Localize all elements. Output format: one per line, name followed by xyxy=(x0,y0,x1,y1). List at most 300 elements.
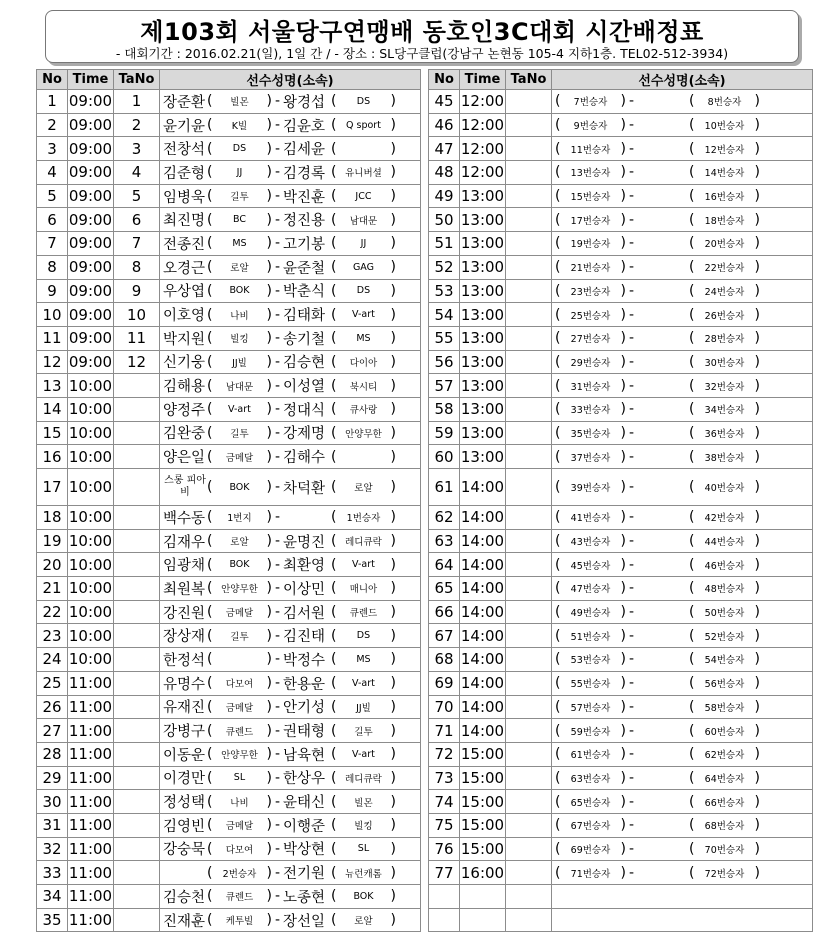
match-line xyxy=(555,794,812,810)
player2-club: 뉴런캐롬 xyxy=(345,868,382,880)
cell-tano xyxy=(114,374,160,398)
match-line xyxy=(163,578,420,599)
cell-match xyxy=(552,742,813,766)
vs-dash: - xyxy=(274,698,280,715)
player1-club: MS xyxy=(232,237,247,249)
cell-match xyxy=(160,255,421,279)
paren: ) xyxy=(754,140,760,157)
player2-club: 42번승자 xyxy=(704,513,745,525)
cell-no: 31 xyxy=(37,813,68,837)
cell-time: 13:00 xyxy=(460,445,506,469)
paren: ) xyxy=(266,282,272,299)
paren: ( xyxy=(689,424,695,441)
cell-time: 10:00 xyxy=(68,469,114,506)
cell-no: 3 xyxy=(37,137,68,161)
cell-time: 12:00 xyxy=(460,137,506,161)
cell-time: 10:00 xyxy=(68,529,114,553)
paren: ( xyxy=(331,424,337,441)
cell-match xyxy=(552,374,813,398)
cell-match xyxy=(552,90,813,114)
player2-name: 윤태신 xyxy=(283,795,326,812)
paren: ( xyxy=(689,651,695,668)
player2-club: JJ빌 xyxy=(356,702,371,714)
player2-name: 고기봉 xyxy=(283,236,326,253)
paren: ( xyxy=(331,353,337,370)
paren: ) xyxy=(390,377,396,394)
cell-no: 7 xyxy=(37,232,68,256)
player2-club: 54번승자 xyxy=(704,655,745,667)
vs-dash: - xyxy=(274,817,280,834)
vs-dash: - xyxy=(628,235,634,252)
paren: ( xyxy=(555,651,561,668)
paren: ( xyxy=(331,140,337,157)
match-line xyxy=(555,164,812,180)
cell-no: 52 xyxy=(429,255,460,279)
table-row xyxy=(429,790,813,814)
paren: ( xyxy=(555,769,561,786)
cell-time: 15:00 xyxy=(460,790,506,814)
paren: ( xyxy=(689,580,695,597)
vs-dash: - xyxy=(628,164,634,181)
player1-club: 길투 xyxy=(230,631,249,643)
vs-dash: - xyxy=(274,140,280,157)
paren: ( xyxy=(331,211,337,228)
match-line xyxy=(555,557,812,573)
paren: ) xyxy=(620,817,626,834)
cell-no: 53 xyxy=(429,279,460,303)
match-line xyxy=(555,378,812,394)
table-row xyxy=(429,861,813,885)
table-row xyxy=(429,553,813,577)
paren: ) xyxy=(266,651,272,668)
paren: ( xyxy=(331,556,337,573)
player2-name: 김경록 xyxy=(283,165,326,182)
cell-tano xyxy=(506,255,552,279)
cell-match xyxy=(160,813,421,837)
cell-time: 11:00 xyxy=(68,861,114,885)
vs-dash: - xyxy=(628,479,634,495)
cell-time: 10:00 xyxy=(68,600,114,624)
paren: ) xyxy=(620,282,626,299)
cell-time: 10:00 xyxy=(68,577,114,601)
player2-club: 58번승자 xyxy=(704,702,745,714)
paren: ( xyxy=(555,330,561,347)
paren: ( xyxy=(689,675,695,692)
paren: ( xyxy=(331,769,337,786)
header-time: Time xyxy=(68,70,114,90)
player1-name: 이호영 xyxy=(163,308,206,325)
player1-name: 이동운 xyxy=(163,747,206,764)
player2-club: 36번승자 xyxy=(704,428,745,440)
paren: ( xyxy=(207,401,213,418)
cell-match xyxy=(160,742,421,766)
paren: ) xyxy=(390,211,396,228)
cell-tano xyxy=(506,600,552,624)
player1-club: 다모여 xyxy=(225,844,254,856)
table-row xyxy=(37,766,421,790)
cell-time: 09:00 xyxy=(68,279,114,303)
player1-name: 김영빈 xyxy=(163,818,206,835)
paren: ) xyxy=(390,746,396,763)
vs-dash: - xyxy=(274,282,280,299)
table-row xyxy=(429,671,813,695)
table-row xyxy=(37,350,421,374)
vs-dash: - xyxy=(628,533,634,550)
player1-club: 37번승자 xyxy=(570,452,611,464)
player2-name: 차덕환 xyxy=(283,480,326,497)
paren: ( xyxy=(555,698,561,715)
player1-club: 13번승자 xyxy=(570,168,611,180)
paren: ) xyxy=(620,448,626,465)
match-line xyxy=(163,91,420,112)
paren: ( xyxy=(207,353,213,370)
paren: ( xyxy=(689,306,695,323)
cell-tano xyxy=(506,184,552,208)
player2-club: V-art xyxy=(352,309,375,321)
cell-time: 10:00 xyxy=(68,506,114,530)
cell-tano: 1 xyxy=(114,90,160,114)
vs-dash: - xyxy=(628,306,634,323)
player2-club: 큐사랑 xyxy=(349,405,378,417)
paren: ( xyxy=(207,306,213,323)
paren: ) xyxy=(620,330,626,347)
cell-match xyxy=(160,506,421,530)
paren: ( xyxy=(555,259,561,276)
cell-time: 13:00 xyxy=(460,232,506,256)
paren: ( xyxy=(555,746,561,763)
player2-name: 장선일 xyxy=(283,913,326,930)
vs-dash: - xyxy=(628,722,634,739)
cell-match xyxy=(552,232,813,256)
player1-club: 빌몬 xyxy=(230,97,249,109)
paren: ( xyxy=(207,448,213,465)
cell-tano xyxy=(506,208,552,232)
player1-club: 51번승자 xyxy=(570,631,611,643)
player1-club: JJ xyxy=(236,166,243,178)
cell-match xyxy=(552,161,813,185)
table-row xyxy=(429,695,813,719)
paren: ( xyxy=(207,793,213,810)
player1-club: 49번승자 xyxy=(570,608,611,620)
cell-time: 11:00 xyxy=(68,719,114,743)
cell-time: 10:00 xyxy=(68,445,114,469)
paren: ) xyxy=(266,479,272,495)
cell-time: 15:00 xyxy=(460,837,506,861)
player1-club: SL xyxy=(233,772,246,784)
match-line xyxy=(163,649,420,670)
match-line xyxy=(555,628,812,644)
cell-match xyxy=(552,350,813,374)
paren: ( xyxy=(555,282,561,299)
match-line xyxy=(163,815,420,836)
vs-dash: - xyxy=(628,698,634,715)
player1-name: 백수동 xyxy=(163,510,206,527)
player1-club: 빌킹 xyxy=(230,334,249,346)
paren: ) xyxy=(620,211,626,228)
player2-name: 한상우 xyxy=(283,771,326,788)
cell-no: 24 xyxy=(37,648,68,672)
cell-no: 54 xyxy=(429,303,460,327)
table-row xyxy=(429,255,813,279)
paren: ) xyxy=(754,479,760,495)
cell-match xyxy=(160,184,421,208)
cell-no: 22 xyxy=(37,600,68,624)
match-line xyxy=(163,531,420,552)
cell-time: 09:00 xyxy=(68,184,114,208)
paren: ) xyxy=(754,651,760,668)
cell-match xyxy=(552,671,813,695)
paren: ) xyxy=(754,259,760,276)
player1-club: 나비 xyxy=(230,310,249,322)
player2-name: 김승현 xyxy=(283,355,326,372)
paren: ( xyxy=(331,675,337,692)
cell-tano xyxy=(114,742,160,766)
paren: ) xyxy=(390,864,396,881)
vs-dash: - xyxy=(274,556,280,573)
paren: ) xyxy=(754,93,760,110)
paren: ( xyxy=(689,117,695,134)
cell-time: 13:00 xyxy=(460,279,506,303)
match-line xyxy=(555,841,812,857)
player1-name: 진재훈 xyxy=(163,913,206,930)
paren: ) xyxy=(620,93,626,110)
paren: ) xyxy=(754,424,760,441)
cell-time: 14:00 xyxy=(460,553,506,577)
cell-match xyxy=(160,161,421,185)
cell-match xyxy=(160,445,421,469)
cell-tano xyxy=(506,445,552,469)
player2-club: 14번승자 xyxy=(704,168,745,180)
cell-match xyxy=(552,421,813,445)
player1-club: 19번승자 xyxy=(570,239,611,251)
cell-tano xyxy=(114,421,160,445)
cell-match xyxy=(160,695,421,719)
cell-tano xyxy=(506,908,552,932)
paren: ) xyxy=(620,140,626,157)
vs-dash: - xyxy=(628,188,634,205)
vs-dash: - xyxy=(274,509,280,526)
player2-club: JCC xyxy=(355,190,372,202)
player2-club: 1번승자 xyxy=(346,513,381,525)
vs-dash: - xyxy=(274,448,280,465)
match-line xyxy=(163,862,420,883)
paren: ) xyxy=(390,479,396,495)
cell-match xyxy=(552,445,813,469)
paren: ) xyxy=(754,627,760,644)
paren: ) xyxy=(620,424,626,441)
vs-dash: - xyxy=(274,117,280,134)
table-row xyxy=(37,719,421,743)
match-line xyxy=(163,910,420,931)
table-row xyxy=(37,421,421,445)
paren: ) xyxy=(266,353,272,370)
cell-no: 73 xyxy=(429,766,460,790)
cell-time: 11:00 xyxy=(68,742,114,766)
table-row xyxy=(37,397,421,421)
cell-match xyxy=(552,885,813,909)
paren: ( xyxy=(555,509,561,526)
vs-dash: - xyxy=(628,211,634,228)
cell-match xyxy=(160,90,421,114)
vs-dash: - xyxy=(628,769,634,786)
vs-dash: - xyxy=(274,211,280,228)
player2-club: 66번승자 xyxy=(704,797,745,809)
cell-no: 49 xyxy=(429,184,460,208)
paren: ) xyxy=(390,675,396,692)
player1-club: 나비 xyxy=(230,797,249,809)
paren: ( xyxy=(689,817,695,834)
cell-time: 14:00 xyxy=(460,529,506,553)
cell-match xyxy=(552,695,813,719)
paren: ( xyxy=(207,769,213,786)
match-line xyxy=(163,304,420,325)
paren: ( xyxy=(555,817,561,834)
cell-match xyxy=(552,469,813,506)
cell-tano xyxy=(506,790,552,814)
cell-no: 69 xyxy=(429,671,460,695)
cell-tano: 2 xyxy=(114,113,160,137)
schedule-body-left xyxy=(37,90,421,932)
paren: ) xyxy=(620,864,626,881)
cell-match xyxy=(160,326,421,350)
cell-time: 15:00 xyxy=(460,813,506,837)
player1-club: 67번승자 xyxy=(570,821,611,833)
paren: ( xyxy=(689,211,695,228)
cell-match xyxy=(160,303,421,327)
cell-no: 8 xyxy=(37,255,68,279)
player1-club: 21번승자 xyxy=(570,263,611,275)
paren: ( xyxy=(331,793,337,810)
cell-no: 46 xyxy=(429,113,460,137)
player2-club: 56번승자 xyxy=(704,679,745,691)
player1-club: 큐렌드 xyxy=(225,892,254,904)
match-line xyxy=(163,507,420,528)
vs-dash: - xyxy=(628,282,634,299)
player1-club: 7번승자 xyxy=(573,97,608,109)
paren: ( xyxy=(689,353,695,370)
paren: ) xyxy=(390,448,396,465)
cell-no: 23 xyxy=(37,624,68,648)
cell-time: 14:00 xyxy=(460,648,506,672)
paren: ( xyxy=(331,604,337,621)
paren: ( xyxy=(207,235,213,252)
match-line xyxy=(555,699,812,715)
paren: ) xyxy=(390,235,396,252)
paren: ) xyxy=(390,580,396,597)
paren: ) xyxy=(390,533,396,550)
table-row xyxy=(429,374,813,398)
paren: ) xyxy=(266,604,272,621)
cell-time: 09:00 xyxy=(68,232,114,256)
match-line xyxy=(163,115,420,136)
table-row xyxy=(37,374,421,398)
paren: ) xyxy=(620,651,626,668)
player2-name: 김태화 xyxy=(283,308,326,325)
cell-tano xyxy=(506,326,552,350)
cell-no: 65 xyxy=(429,577,460,601)
paren: ( xyxy=(689,509,695,526)
paren: ) xyxy=(390,888,396,905)
cell-no: 56 xyxy=(429,350,460,374)
player2-name: 이성열 xyxy=(283,379,326,396)
vs-dash: - xyxy=(628,424,634,441)
match-line xyxy=(163,673,420,694)
player2-club: 46번승자 xyxy=(704,560,745,572)
paren: ) xyxy=(266,817,272,834)
player2-club: 34번승자 xyxy=(704,405,745,417)
paren: ( xyxy=(207,580,213,597)
header-no: No xyxy=(429,70,460,90)
cell-time: 13:00 xyxy=(460,208,506,232)
match-line xyxy=(555,770,812,786)
player1-club: 33번승자 xyxy=(570,405,611,417)
match-line xyxy=(555,307,812,323)
paren: ) xyxy=(754,211,760,228)
vs-dash: - xyxy=(628,330,634,347)
match-line xyxy=(555,141,812,157)
cell-tano xyxy=(506,766,552,790)
cell-tano: 9 xyxy=(114,279,160,303)
player1-club: 69번승자 xyxy=(570,844,611,856)
table-row xyxy=(37,837,421,861)
table-row xyxy=(37,908,421,932)
paren: ) xyxy=(754,840,760,857)
match-line xyxy=(555,188,812,204)
cell-no: 9 xyxy=(37,279,68,303)
paren: ( xyxy=(331,817,337,834)
schedule-table-right xyxy=(428,69,813,932)
paren: ) xyxy=(266,188,272,205)
cell-match xyxy=(160,861,421,885)
paren: ( xyxy=(555,840,561,857)
table-row xyxy=(37,600,421,624)
header-time: Time xyxy=(460,70,506,90)
player1-club: 로알 xyxy=(230,263,249,275)
player1-name: 양은일 xyxy=(163,450,206,467)
player1-club: 1번지 xyxy=(227,513,252,525)
paren: ) xyxy=(620,698,626,715)
vs-dash: - xyxy=(628,509,634,526)
paren: ( xyxy=(555,580,561,597)
cell-time: 10:00 xyxy=(68,648,114,672)
paren: ( xyxy=(207,888,213,905)
paren: ) xyxy=(266,448,272,465)
match-line xyxy=(163,886,420,907)
cell-time: 14:00 xyxy=(460,469,506,506)
player1-club: 로알 xyxy=(230,537,249,549)
cell-match xyxy=(160,908,421,932)
cell-no: 58 xyxy=(429,397,460,421)
paren: ) xyxy=(620,353,626,370)
vs-dash: - xyxy=(274,675,280,692)
cell-no: 66 xyxy=(429,600,460,624)
table-row xyxy=(37,232,421,256)
cell-match xyxy=(552,326,813,350)
vs-dash: - xyxy=(274,746,280,763)
paren: ( xyxy=(555,556,561,573)
paren: ( xyxy=(689,479,695,495)
player1-club: 남대문 xyxy=(225,381,254,393)
page-title: 제103회 서울당구연맹배 동호인3C대회 시간배정표 xyxy=(140,18,704,46)
paren: ) xyxy=(266,330,272,347)
match-line xyxy=(163,138,420,159)
cell-tano xyxy=(506,719,552,743)
cell-match xyxy=(160,469,421,506)
paren: ) xyxy=(266,698,272,715)
player2-club: 10번승자 xyxy=(704,121,745,133)
player1-club: 케투빌 xyxy=(225,916,254,928)
table-row xyxy=(37,255,421,279)
